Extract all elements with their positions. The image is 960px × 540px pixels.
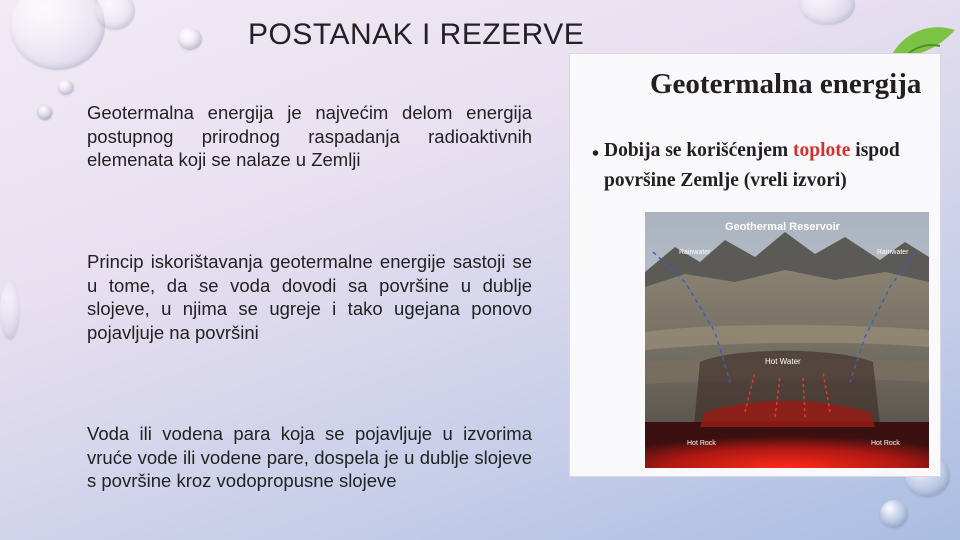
paragraph-springs: Voda ili vodena para koja se pojavljuje u izvorima vruće vode ili vodene pare, dospela je u dublje slojeve s površine kroz vodopropusne slojeve bbox=[87, 423, 532, 491]
water-drop-decoration bbox=[10, 0, 105, 70]
water-drop-decoration bbox=[0, 280, 20, 340]
water-drop-decoration bbox=[880, 500, 908, 528]
water-drop-decoration bbox=[178, 28, 202, 50]
water-drop-decoration bbox=[800, 0, 855, 25]
hot-water-label: Hot Water bbox=[765, 357, 801, 366]
hot-rock-left-label: Hot Rock bbox=[687, 440, 716, 447]
paragraph-origin: Geotermalna energija je najvećim delom energija postupnog prirodnog raspadanja radioaktivnih elemenata koji se nalaze u Zemlji bbox=[87, 102, 532, 170]
rainwater-right-label: Rainwater bbox=[877, 249, 909, 256]
geothermal-reservoir-diagram bbox=[645, 212, 929, 468]
hot-rock-right-label: Hot Rock bbox=[871, 440, 900, 447]
water-drop-decoration bbox=[58, 80, 74, 95]
rainwater-left-label: Rainwater bbox=[679, 249, 711, 256]
panel-line-1 bbox=[604, 140, 900, 162]
bullet-icon bbox=[38, 105, 52, 119]
panel-line-1-highlight: toplote bbox=[793, 140, 851, 161]
panel-heading: Geotermalna energija bbox=[650, 68, 922, 100]
panel-bullet: • bbox=[592, 143, 600, 165]
paragraph-principle: Princip iskorištavanja geotermalne energije sastoji se u tome, da se voda dovodi sa površine u dublje slojeve, u njima se ugreje i tako ugejana ponovo pojavljuje na površini bbox=[87, 251, 532, 343]
panel-line-2: površine Zemlje (vreli izvori) bbox=[604, 170, 847, 191]
panel-line-1-start: Dobija se korišćenjem bbox=[604, 140, 794, 161]
slide-title: POSTANAK I REZERVE bbox=[248, 18, 585, 51]
panel-line-1-end: ispod bbox=[850, 140, 900, 161]
diagram-title: Geothermal Reservoir bbox=[725, 221, 840, 233]
